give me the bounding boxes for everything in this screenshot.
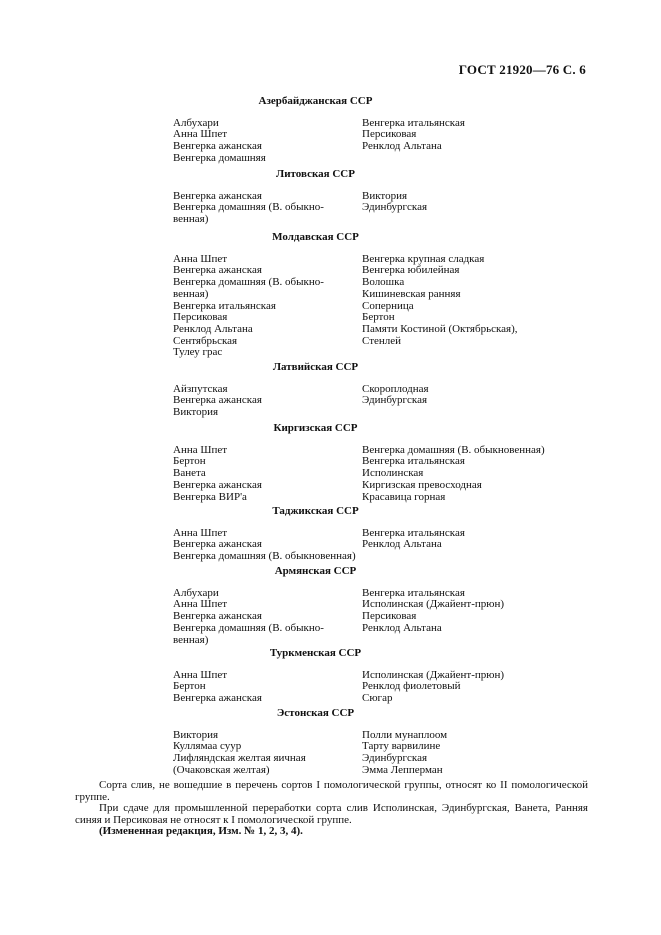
- variety-item: Венгерка ажанская: [173, 394, 262, 407]
- variety-item: Венгерка ажанская: [173, 692, 262, 705]
- variety-list-right: [362, 191, 593, 226]
- variety-item: Венгерка крупная сладкая: [362, 252, 485, 265]
- variety-item: Венгерка ажанская: [173, 140, 262, 153]
- variety-item-full-width: Венгерка домашняя (В. обыкновенная): [173, 550, 356, 563]
- variety-item: Анна Шпет: [173, 598, 228, 611]
- variety-item: Анна Шпет: [173, 526, 228, 539]
- variety-item: Лифляндская желтая яичная: [173, 752, 306, 765]
- variety-item: Венгерка ажанская: [173, 264, 262, 277]
- variety-list-left: [173, 670, 362, 705]
- region-title: Литовская ССР: [276, 168, 355, 180]
- variety-item: Эдинбургская: [362, 394, 428, 407]
- variety-item: Исполинская (Джайент-прюн): [362, 598, 505, 611]
- variety-item: Эмма Лепперман: [362, 763, 443, 776]
- variety-list-left: [173, 191, 362, 226]
- variety-item: Венгерка ажанская: [173, 610, 262, 623]
- variety-item: Полли мунаплоом: [362, 728, 448, 741]
- variety-item: Исполинская (Джайент-прюн): [362, 668, 505, 681]
- variety-item: Венгерка ажанская: [173, 478, 262, 491]
- region-title: Эстонская ССР: [276, 707, 355, 719]
- variety-item: Венгерка юбилейная: [362, 264, 460, 277]
- variety-item: Эдинбургская: [362, 752, 428, 765]
- paragraph-revision-note: (Измененная редакция, Изм. № 1, 2, 3, 4).: [99, 825, 303, 837]
- variety-item: Бертон: [173, 680, 206, 693]
- variety-list-right: [362, 384, 593, 419]
- region-section-latvia: [173, 362, 593, 419]
- variety-item: Памяти Костиной (Октябрьская),: [362, 322, 518, 335]
- paragraph-processing-note: При сдаче для промышленной переработки сорта слив Исполинская, Эдинбургская, Ванета, Ранняя синяя и Персиковая не относят к I помологической группе.: [75, 802, 588, 826]
- variety-list-right: [362, 730, 593, 777]
- variety-item: Анна Шпет: [173, 668, 228, 681]
- variety-list-left: [173, 254, 362, 359]
- variety-item: Албухари: [173, 116, 219, 129]
- variety-item: Ренклод Альтана: [362, 538, 442, 551]
- variety-list-left: [173, 730, 362, 777]
- region-section-lithuania: [173, 169, 593, 226]
- variety-list-right: [362, 254, 593, 359]
- variety-list-right: [362, 670, 593, 705]
- variety-item: Ренклод фиолетовый: [362, 680, 461, 693]
- variety-item: Бертон: [173, 455, 206, 468]
- variety-item: Венгерка домашняя (В. обыкно- венная): [173, 201, 324, 226]
- variety-item: Венгерка ВИР'а: [173, 490, 247, 503]
- region-section-turkmenistan: [173, 648, 593, 705]
- region-title: Латвийская ССР: [272, 361, 359, 373]
- variety-item: Эдинбургская: [362, 201, 428, 214]
- region-section-moldova: [173, 232, 593, 359]
- document-header: ГОСТ 21920—76 С. 6: [458, 62, 586, 77]
- variety-item: Персиковая: [173, 311, 228, 324]
- variety-list-left: [173, 528, 362, 551]
- paragraph-group-two-note: Сорта слив, не вошедшие в перечень сортов I помологической группы, относят ко II помологической группе.: [75, 779, 588, 803]
- variety-item: Тарту варвилине: [362, 740, 441, 753]
- variety-item: Стенлей: [362, 334, 402, 347]
- variety-item: Виктория: [173, 406, 219, 419]
- region-title: Молдавская ССР: [272, 231, 359, 243]
- variety-list-left: [173, 118, 362, 165]
- variety-item: Исполинская: [362, 467, 424, 480]
- variety-item: Персиковая: [362, 128, 417, 141]
- variety-item: Анна Шпет: [173, 128, 228, 141]
- region-title: Азербайджанская ССР: [258, 95, 373, 107]
- variety-item: Сюгар: [362, 692, 393, 705]
- variety-item: Венгерка домашняя (В. обыкно- венная): [173, 276, 324, 300]
- variety-item: Персиковая: [362, 610, 417, 623]
- region-title: Киргизская ССР: [273, 422, 358, 434]
- variety-item: Венгерка домашняя (В. обыкновенная): [362, 443, 545, 456]
- variety-list-right: [362, 445, 593, 504]
- variety-item: Венгерка итальянская: [362, 116, 465, 129]
- variety-item: Скороплодная: [362, 382, 429, 395]
- variety-item: Венгерка ажанская: [173, 189, 262, 202]
- variety-item: Волошка: [362, 276, 405, 289]
- variety-list-right: [362, 588, 593, 647]
- variety-item: Ренклод Альтана: [173, 322, 253, 335]
- variety-item: Венгерка итальянская: [362, 526, 465, 539]
- variety-list-right: [362, 528, 593, 551]
- variety-item: Ренклод Альтана: [362, 621, 442, 634]
- variety-item: Ренклод Альтана: [362, 140, 442, 153]
- region-section-tajikistan: [173, 506, 593, 563]
- variety-item: Киргизская превосходная: [362, 478, 482, 491]
- variety-item: Венгерка ажанская: [173, 538, 262, 551]
- variety-item: Ванета: [173, 467, 206, 480]
- variety-list-left: [173, 445, 362, 504]
- variety-list-right: [362, 118, 593, 165]
- variety-item: Айзпутская: [173, 382, 228, 395]
- region-section-kyrgyzstan: [173, 423, 593, 503]
- variety-item: Анна Шпет: [173, 443, 228, 456]
- variety-item: Венгерка домашняя: [173, 151, 266, 164]
- variety-item: Кишиневская ранняя: [362, 287, 461, 300]
- region-section-estonia: [173, 708, 593, 777]
- variety-item: Венгерка итальянская: [362, 586, 465, 599]
- region-title: Туркменская ССР: [269, 647, 362, 659]
- variety-item: Виктория: [173, 728, 219, 741]
- variety-item: Куллямаа суур: [173, 740, 242, 753]
- variety-item: Албухари: [173, 586, 219, 599]
- region-section-armenia: [173, 566, 593, 646]
- variety-item: Соперница: [362, 299, 414, 312]
- variety-item: (Очаковская желтая): [173, 763, 270, 776]
- region-title: Армянская ССР: [274, 565, 357, 577]
- variety-item: Бертон: [362, 311, 395, 324]
- variety-list-left: [173, 588, 362, 647]
- region-title: Таджикская ССР: [272, 505, 359, 517]
- variety-item: Анна Шпет: [173, 252, 228, 265]
- variety-item: Тулеу грас: [173, 346, 223, 359]
- variety-item: Венгерка итальянская: [173, 299, 276, 312]
- variety-list-left: [173, 384, 362, 419]
- region-section-azerbaijan: [173, 96, 593, 165]
- variety-item: Венгерка домашняя (В. обыкно- венная): [173, 621, 324, 646]
- variety-item: Сентябрьская: [173, 334, 238, 347]
- variety-item: Виктория: [362, 189, 408, 202]
- variety-item: Красавица горная: [362, 490, 446, 503]
- variety-item: Венгерка итальянская: [362, 455, 465, 468]
